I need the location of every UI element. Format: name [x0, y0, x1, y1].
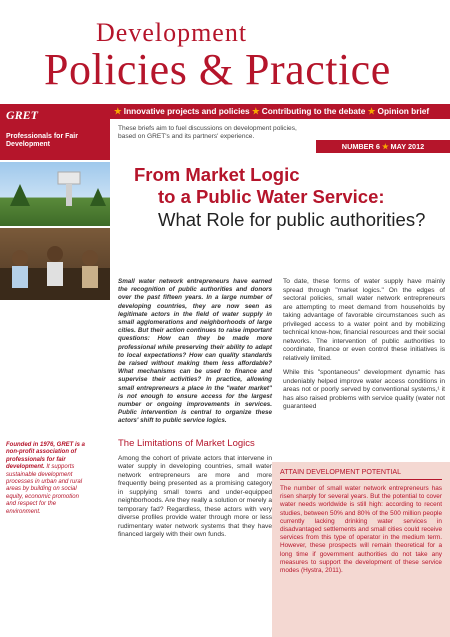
right-column: [283, 278, 445, 418]
star-icon: ★: [251, 106, 260, 116]
title-line2: to a Public Water Service:: [158, 186, 385, 207]
callout-box: [272, 462, 450, 637]
title-subtitle: What Role for public authorities?: [158, 209, 426, 230]
water-tower-photo: [0, 162, 110, 226]
gret-sidebar-note: [6, 442, 90, 516]
intro-text: These briefs aim to fuel discussions on development policies, based on GRET's and its partners' experience.: [118, 125, 297, 140]
right-paragraph-2: While this "spontaneous" development dynamic has undeniably helped improve water access conditions in areas not or poorly served by conventional systems,¹ it has also raised problems with service quality (water not guaranteed: [283, 369, 445, 410]
series-title-line2: Policies & Practice: [44, 45, 391, 94]
issue-number: NUMBER 6: [341, 142, 380, 151]
star-icon: ★: [367, 106, 376, 116]
section-paragraph: Among the cohort of private actors that intervene in water supply in developing countries, small water network entrepreneurs are more and more frequently being presented as a promising category in supplying small towns and under-equipped neighborhoods. Are they really a solution or merely a temporary fad? Regardless, these actors with very diverse profiles provide water through more or less rudimentary water network systems that they have financed largely with their own funds.: [118, 454, 272, 539]
masthead: [0, 0, 450, 100]
series-title-line1: Development: [96, 18, 248, 47]
issue-bar: [316, 140, 450, 153]
section-heading: The Limitations of Market Logics: [118, 437, 255, 449]
star-icon: ★: [381, 142, 389, 151]
tagline-bar: [110, 104, 450, 119]
tagline-item: Contributing to the debate: [261, 106, 366, 116]
callout-text: The number of small water network entrepreneurs has risen sharply for several years. But the potential to cover water needs worldwide is still high: according to recent studies, between 50% and 80% of the 500 million people currently lacking drinking water services in disadvantaged settlements and small cities could receive services from this type of operator in the medium term. However, these prospects will remain theoretical for a long time if government authorities do not take any measures to support the development of these service modes (Hystra, 2011).: [280, 485, 442, 575]
star-icon: ★: [114, 106, 122, 116]
abstract: Small water network entrepreneurs have earned the recognition of public authorities and donors over the past fifteen years. In a large number of developing countries, they are now seen as legitimate actors in the field of water supply in small agglomerations and neighborhoods of large cities. But their action continues to raise important questions: How can they be made more professional while preserving their ability to adapt to local expectations? How can quality standards be raised without making them less affordable? What mechanisms can be used to finance and supervise their activities? In practice, allowing small entrepreneurs a place in the "water market" is not enough to ensure access for the largest number or ongoing improvements in services. Public intervention is central to organize these actors' shift to public service logics.: [118, 278, 272, 425]
meeting-illustration: [0, 228, 110, 300]
logo-name: GRET: [6, 108, 39, 122]
sidebar-note-lead: Founded in 1976, GRET is a non-profit association of professionals for fair development.: [6, 442, 86, 471]
meeting-photo: [0, 228, 110, 300]
tagline-item: Opinion brief: [377, 106, 430, 116]
callout-title: ATTAIN DEVELOPMENT POTENTIAL: [280, 468, 442, 480]
article-title: [134, 164, 444, 232]
right-paragraph-1: To date, these forms of water supply have mainly spread through "market logics." On the edges of sectoral policies, small water network entrepreneurs are attempting to meet demand from households by taking advantage of favorable circumstances such as privileged access to a water point and by mobilizing technical know-how, financial resources and their social networks. The intervention of public authorities to coordinate, finance or even control these initiatives is relatively limited.: [283, 278, 445, 362]
title-line1: From Market Logic: [134, 164, 300, 185]
issue-date: MAY 2012: [390, 142, 425, 151]
sidebar-note-text: It supports sustainable development processes in urban and rural areas by building on social equity, economic promotion and respect for the environment.: [6, 464, 83, 515]
logo-subtitle: Professionals for Fair Development: [6, 133, 78, 148]
water-tower-illustration: [0, 162, 110, 226]
gret-logo: [0, 104, 110, 160]
tagline-item: Innovative projects and policies: [123, 106, 250, 116]
left-column: [118, 278, 272, 546]
